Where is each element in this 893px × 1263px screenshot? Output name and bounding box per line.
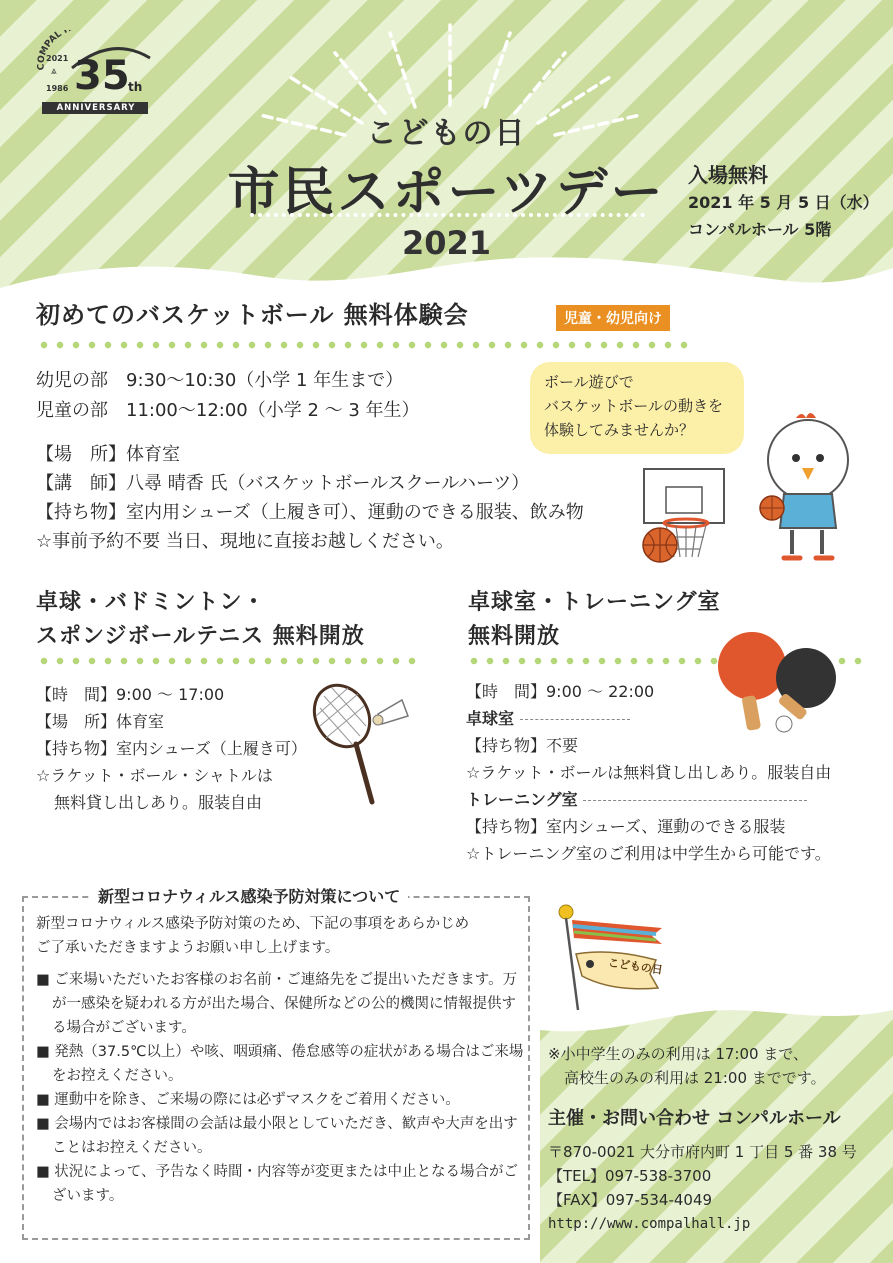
tel: 【TEL】097-538-3700 [548, 1167, 712, 1185]
covid-intro: ご了承いただきますようお願い申し上げます。 [36, 940, 340, 956]
logo-arc-text: COMPAL [36, 30, 64, 71]
rooms-details [466, 678, 876, 867]
title-subtitle: こどもの日 [366, 116, 527, 151]
bubble-line: ボール遊びで [544, 373, 634, 391]
covid-item: ■ 運動中を除き、ご来場の際には必ずマスクをご着用ください。 [36, 1092, 460, 1108]
dotted-divider [36, 340, 696, 350]
event-date: 2021 年 5 月 5 日（水） [688, 193, 879, 212]
basketball-items: 【持ち物】室内用シューズ（上履き可）、運動のできる服装、飲み物 [36, 502, 584, 523]
target-badge: 児童・幼児向け [556, 305, 670, 331]
bubble-line: 体験してみませんか？ [544, 421, 695, 439]
rooms-title [468, 586, 721, 654]
basketball-note: ☆事前予約不要 当日、現地に直接お越しください。 [36, 531, 454, 552]
title-year: 2021 [401, 224, 492, 262]
gym-note: 無料貸し出しあり。服装自由 [54, 793, 263, 812]
age-note-line: 高校生のみの利用は 21:00 までです。 [564, 1069, 826, 1087]
covid-item: ■ 発熱（37.5℃以上）や咳、咽頭痛、倦怠感等の症状がある場合はご来場をお控えください。 [36, 1044, 524, 1084]
training-items: 【持ち物】室内シューズ、運動のできる服装 [466, 817, 786, 836]
covid-title: 新型コロナウィルス感染予防対策について [90, 884, 408, 907]
training-heading: トレーニング室 [466, 790, 578, 809]
logo-suffix: th [128, 80, 143, 94]
page-title: 市民スポーツデー [227, 163, 666, 223]
gym-place: 【場 所】体育室 [36, 712, 165, 731]
leader-line [583, 800, 807, 801]
gym-time: 【時 間】9:00 〜 17:00 [36, 685, 225, 704]
age-note [548, 1042, 826, 1090]
fax: 【FAX】097-534-4049 [548, 1191, 713, 1209]
covid-intro: 新型コロナウィルス感染予防対策のため、下記の事項をあらかじめ [36, 916, 470, 932]
event-info [688, 162, 879, 243]
rooms-title-line: 無料開放 [468, 624, 561, 649]
tree-icon: ⩓ [51, 66, 57, 77]
basketball-details [36, 440, 584, 556]
gym-title [36, 586, 365, 654]
gym-title-line: スポンジボールテニス 無料開放 [36, 624, 365, 649]
logo-number: 35 [74, 53, 130, 99]
dotted-divider [36, 656, 416, 666]
bubble-line: バスケットボールの動きを [544, 397, 723, 415]
rooms-title-line: 卓球室・トレーニング室 [468, 590, 721, 615]
leader-line [520, 719, 630, 720]
age-note-line: ※小中学生のみの利用は 17:00 まで、 [548, 1045, 809, 1063]
basketball-sessions [36, 366, 420, 426]
address: 〒870-0021 大分市府内町 1 丁目 5 番 38 号 [548, 1143, 857, 1161]
logo-year-bottom: 1986 [46, 84, 69, 93]
badminton-racket-icon [306, 680, 418, 810]
table-tennis-note: ☆ラケット・ボールは無料貸し出しあり。服装自由 [466, 763, 832, 782]
gym-details [36, 681, 307, 816]
session-child: 児童の部 11:00〜12:00（小学 2 〜 3 年生） [36, 400, 420, 421]
event-venue: コンパルホール 5階 [688, 220, 832, 239]
basketball-hoop-icon [638, 465, 730, 565]
admission-text: 入場無料 [688, 163, 768, 187]
table-tennis-items: 【持ち物】不要 [466, 736, 579, 755]
table-tennis-label [466, 705, 876, 732]
anniversary-logo [32, 30, 152, 120]
basketball-instructor: 【講 師】八尋 晴香 氏（バスケットボールスクールハーツ） [36, 473, 530, 494]
gym-items: 【持ち物】室内シューズ（上履き可） [36, 739, 307, 758]
training-label [466, 786, 876, 813]
covid-body [36, 912, 524, 1208]
title-dotted-divider [250, 213, 645, 217]
logo-year-top: 2021 [46, 54, 69, 63]
basketball-place: 【場 所】体育室 [36, 444, 180, 465]
speech-bubble [530, 362, 744, 454]
basketball-title: 初めてのバスケットボール 無料体験会 [36, 301, 469, 329]
covid-item: ■ 会場内ではお客様間の会話は最小限としていただき、歓声や大声を出すことはお控えください。 [36, 1116, 518, 1156]
gym-title-line: 卓球・バドミントン・ [36, 590, 266, 615]
website-link[interactable]: http://www.compalhall.jp [548, 1216, 751, 1232]
chick-mascot-icon [758, 408, 860, 568]
table-tennis-heading: 卓球室 [466, 709, 515, 728]
carp-label: こどもの日 [607, 956, 664, 977]
logo-anniversary: ANNIVERSARY [56, 103, 136, 113]
gym-note: ☆ラケット・ボール・シャトルは [36, 766, 273, 785]
training-note: ☆トレーニング室のご利用は中学生から可能です。 [466, 844, 831, 863]
session-infant: 幼児の部 9:30〜10:30（小学 1 年生まで） [36, 370, 404, 391]
covid-item: ■ 状況によって、予告なく時間・内容等が変更または中止となる場合がございます。 [36, 1164, 519, 1204]
rooms-time: 【時 間】9:00 〜 22:00 [466, 682, 655, 701]
covid-item: ■ ご来場いただいたお客様のお名前・ご連絡先をご提出いただきます。万が一感染を疑われる方が出た場合、保健所などの公的機関に情報提供する場合がございます。 [36, 972, 518, 1036]
contact-info [548, 1140, 857, 1236]
host-heading: 主催・お問い合わせ コンパルホール [548, 1108, 841, 1129]
